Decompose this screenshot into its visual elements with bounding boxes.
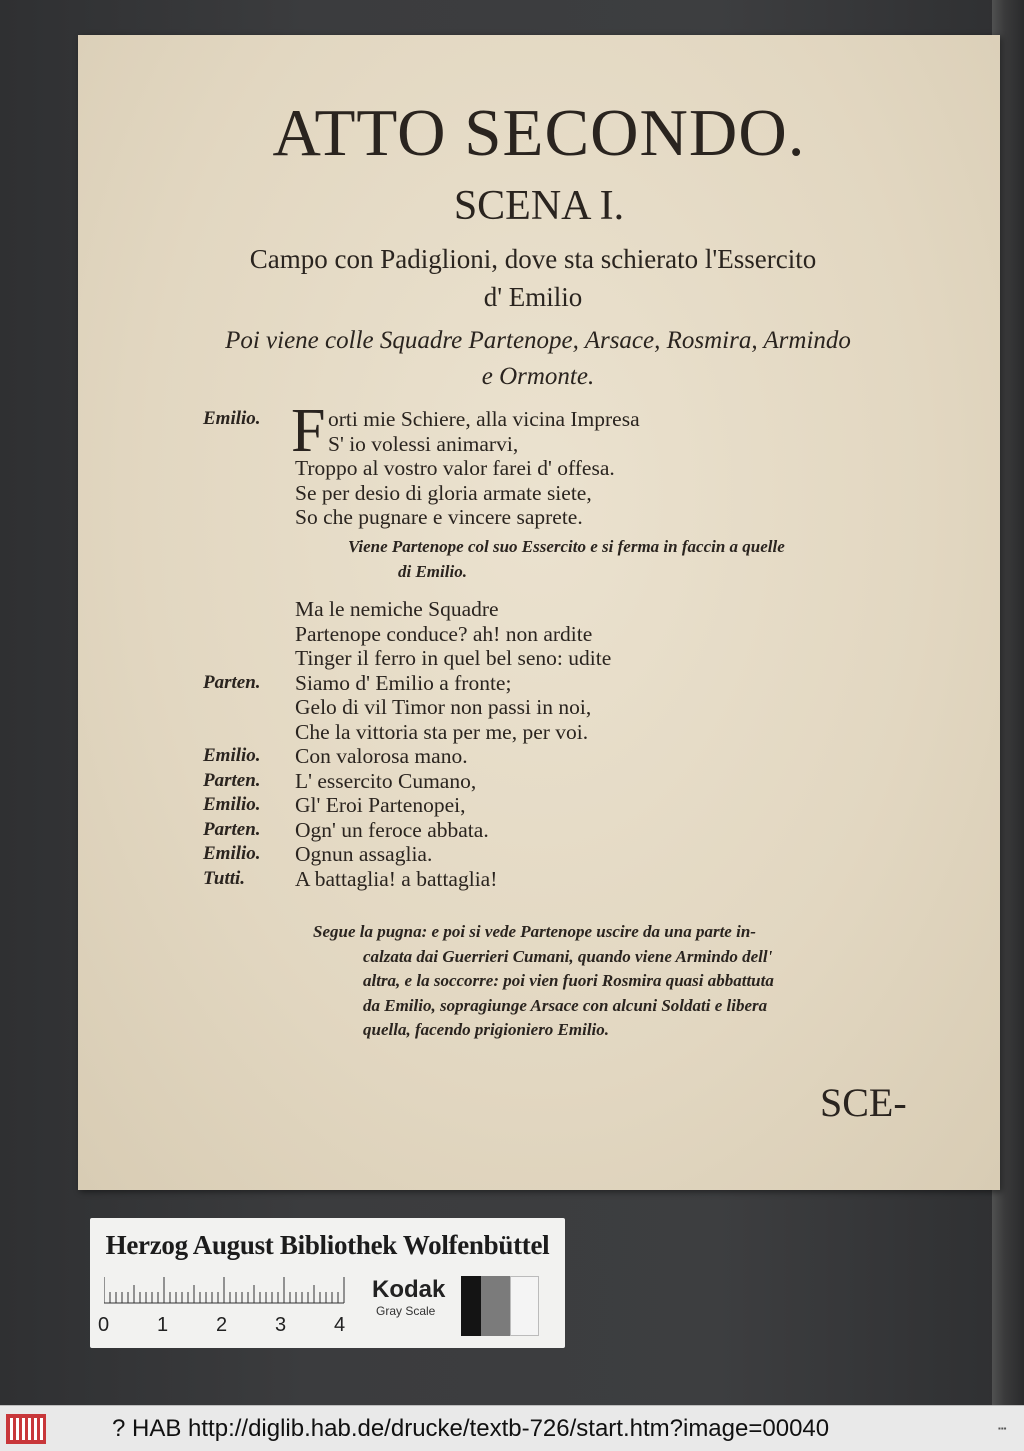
speaker-name: Parten. [203,671,261,693]
verse-text: Troppo al vostro valor farei d' offesa. [295,456,615,480]
gray-swatches [461,1276,539,1336]
dialogue-block-2 [203,597,963,891]
stage-line: quella, facendo prigioniero Emilio. [363,1020,610,1039]
dialogue-line [203,842,963,867]
dialogue-line [203,622,963,647]
gray-swatch [481,1276,510,1336]
drop-cap: F [291,397,326,465]
verse-text: So che pugnare e vincere saprete. [295,505,583,529]
speaker-name: Emilio. [203,843,261,864]
verse-text: Partenope conduce? ah! non ardite [295,621,593,646]
verse-text: Con valorosa mano. [295,744,468,768]
dialogue-line [203,456,963,481]
speaker-name: Emilio. [203,794,261,815]
verse-text: Se per desio di gloria armate siete, [295,480,592,505]
stage-line: Segue la pugna: e poi si vede Partenope uscire da una parte in- [313,922,756,941]
status-indicator: ▪▪▪ [998,1424,1007,1433]
status-bar [0,1405,1024,1451]
stage-line: altra, e la soccorre: poi vien fuori Rosmira quasi abbattuta [363,971,774,990]
setting-line: Campo con Padiglioni, dove sta schierato l'Essercito [249,244,817,274]
entrance-direction [138,323,938,395]
dialogue-line [203,818,963,843]
ruler-number: 2 [216,1314,228,1336]
dialogue-line [203,597,963,622]
dialogue-line [203,793,963,818]
catchword: SCE- [820,1080,907,1125]
library-name: Herzog August Bibliothek Wolfenbüttel [105,1230,550,1260]
verse-text: Gl' Eroi Partenopei, [295,793,466,817]
verse-text: Che la vittoria sta per me, per voi. [295,719,589,744]
verse-text: A battaglia! a battaglia! [295,866,498,891]
scene-heading: SCENA I. [453,183,625,229]
ruler-number: 1 [157,1314,169,1336]
scene-setting [138,240,928,316]
verse-text: L' essercito Cumano, [295,768,477,793]
verse-text: S' io volessi animarvi, [328,431,519,456]
stage-direction-1 [348,535,928,584]
verse-text: Siamo d' Emilio a fronte; [295,670,512,695]
dialogue-line [203,867,963,892]
stage-line: calzata dai Guerrieri Cumani, quando viene Armindo dell' [363,946,773,966]
verse-text: Ognun assaglia. [295,842,433,866]
dialogue-line [203,671,963,696]
stage-line: da Emilio, sopragiunge Arsace con alcuni Soldati e libera [363,995,768,1015]
dialogue-block-1 [203,397,963,530]
verse-text: orti mie Schiere, alla vicina Impresa [328,407,640,431]
stage-line: Viene Partenope col suo Essercito e si ferma in faccin a quelle [348,537,785,556]
stage-line: di Emilio. [398,561,467,581]
speaker-name: Emilio. [203,408,261,429]
ruler-number: 3 [275,1314,287,1336]
dialogue-line [203,744,963,769]
speaker-name: Parten. [203,818,261,840]
dialogue-line [203,432,963,457]
gray-scale-label: Gray Scale [376,1304,436,1318]
speaker-name: Tutti. [203,867,246,889]
stage-direction-2 [313,920,923,1043]
dialogue-line [203,481,963,506]
dialogue-line [203,695,963,720]
dialogue-line [203,646,963,671]
dialogue-line [203,769,963,794]
setting-line: d' Emilio [483,282,583,312]
ruler-numbers [98,1314,358,1338]
entrance-line: Poi viene colle Squadre Partenope, Arsace, Rosmira, Armindo [225,327,851,354]
verse-text: Ma le nemiche Squadre [295,597,499,621]
color-calibration-card [90,1218,565,1348]
film-strip-icon [6,1414,46,1444]
status-url[interactable]: ? HAB http://diglib.hab.de/drucke/textb-726/start.htm?image=00040 [112,1415,830,1442]
verse-text: Ogn' un feroce abbata. [295,817,489,842]
entrance-line: e Ormonte. [481,363,595,390]
book-page [78,35,1000,1190]
verse-text: Gelo di vil Timor non passi in noi, [295,695,592,719]
black-swatch [461,1276,481,1336]
dialogue-line [203,505,963,530]
dialogue-line [203,407,963,432]
ruler-scale [104,1276,354,1304]
kodak-logo: Kodak [372,1276,446,1303]
page-title: ATTO SECONDO. [272,96,806,170]
verse-text: Tinger il ferro in quel bel seno: udite [295,646,612,670]
speaker-name: Emilio. [203,745,261,766]
ruler-number: 0 [98,1314,110,1336]
dialogue-line [203,720,963,745]
ruler-number: 4 [334,1314,346,1336]
white-swatch [510,1276,539,1336]
speaker-name: Parten. [203,769,261,791]
